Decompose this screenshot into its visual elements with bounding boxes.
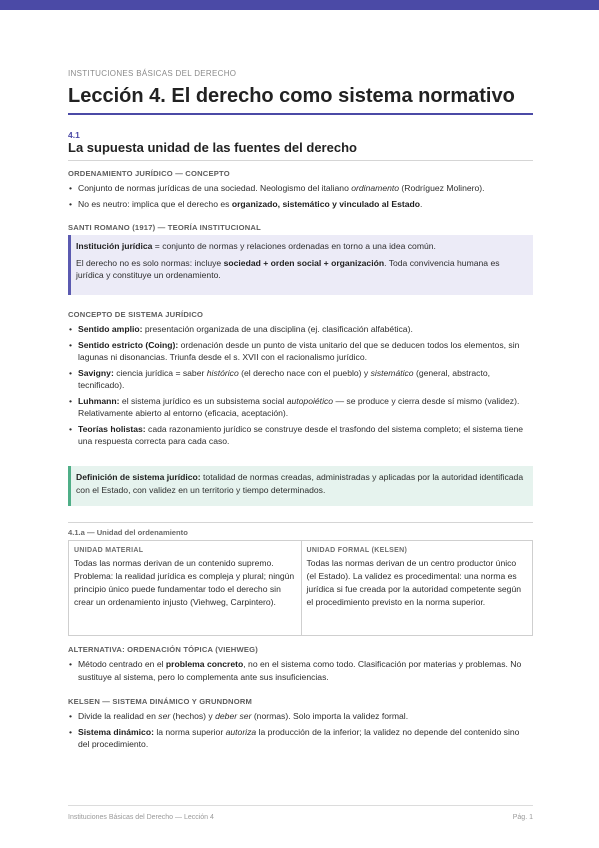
- subsection-divider: [68, 522, 533, 523]
- definicion-callout: [68, 466, 533, 506]
- page-title: Lección 4. El derecho como sistema normativo: [68, 85, 515, 107]
- list-item: • Método centrado en el problema concreto, no en el sistema como todo. Clasificación por materias y problemas. No sustituye al sistema, pero lo complementa ante sus insuficiencias.: [68, 658, 533, 683]
- concepto-label: ORDENAMIENTO JURÍDICO — CONCEPTO: [68, 169, 230, 178]
- unidad-formal-cell: [301, 541, 533, 635]
- cell-body: Todas las normas derivan de un contenido supremo. Problema: la realidad jurídica es compleja y plural; ningún principio único puede fundamentar todo el derecho sin crear un ordenamiento injusto (Viehweg, Carpintero).: [74, 558, 295, 607]
- kelsen-label: KELSEN — SISTEMA DINÁMICO Y GRUNDNORM: [68, 697, 253, 706]
- section-number: 4.1: [68, 130, 80, 140]
- santi-romano-label: SANTI ROMANO (1917) — TEORÍA INSTITUCIONAL: [68, 223, 261, 232]
- title-divider: [68, 113, 533, 115]
- footer-divider: [68, 805, 533, 806]
- list-item: • Luhmann: el sistema jurídico es un subsistema social autopoiético — se produce y cierra desde sí mismo (validez). Relativamente abierto al entorno (eficacia, aceptación).: [68, 395, 533, 420]
- section-divider: [68, 160, 533, 161]
- sistema-list: [68, 323, 533, 451]
- callout-paragraph: El derecho no es solo normas: incluye sociedad + orden social + organización. Toda convivencia humana es jurídica y constituye un ordenamiento.: [76, 257, 500, 280]
- unidad-comparison-grid: [68, 540, 533, 636]
- section-title: La supuesta unidad de las fuentes del derecho: [68, 140, 357, 155]
- list-item: • Sentido estricto (Coing): ordenación desde un punto de vista unitario del que se deducen todos los elementos, sin lagunas ni disonancias. Triunfa desde el s. XVII con el racionalismo jurídico.: [68, 339, 533, 364]
- concepto-list: [68, 182, 533, 213]
- cell-heading: UNIDAD FORMAL (KELSEN): [306, 547, 408, 554]
- list-item: • Sistema dinámico: la norma superior autoriza la producción de la inferior; la validez no depende del contenido sino del procedimiento.: [68, 726, 533, 751]
- list-item: • Conjunto de normas jurídicas de una sociedad. Neologismo del italiano ordinamento (Rodríguez Molinero).: [68, 182, 533, 195]
- unidad-material-cell: [69, 541, 301, 635]
- cell-heading: UNIDAD MATERIAL: [74, 547, 144, 554]
- page-number: Pág. 1: [512, 814, 533, 821]
- topica-label: ALTERNATIVA: ORDENACIÓN TÓPICA (VIEHWEG): [68, 645, 258, 654]
- callout-paragraph: Institución jurídica = conjunto de normas y relaciones ordenadas en torno a una idea común.: [76, 241, 436, 251]
- kelsen-list: [68, 710, 533, 754]
- course-kicker: INSTITUCIONES BÁSICAS DEL DERECHO: [68, 69, 237, 78]
- callout-paragraph: Definición de sistema jurídico: totalidad de normas creadas, administradas y aplicadas por la autoridad identificada con el Estado, con validez en un territorio y tiempo determinados.: [76, 472, 524, 495]
- list-item: • No es neutro: implica que el derecho es organizado, sistemático y vinculado al Estado.: [68, 198, 533, 211]
- sistema-label: CONCEPTO DE SISTEMA JURÍDICO: [68, 310, 204, 319]
- topica-list: [68, 658, 533, 686]
- list-item: • Divide la realidad en ser (hechos) y deber ser (normas). Solo importa la validez formal.: [68, 710, 533, 723]
- santi-romano-callout: [68, 235, 533, 295]
- list-item: • Sentido amplio: presentación organizada de una disciplina (ej. clasificación alfabética).: [68, 323, 533, 336]
- top-accent-bar: [0, 0, 599, 10]
- unidad-label: 4.1.a — Unidad del ordenamiento: [68, 528, 188, 537]
- list-item: • Teorías holistas: cada razonamiento jurídico se construye desde el trasfondo del sistema completo; el sistema tiene una respuesta correcta para cada caso.: [68, 423, 533, 448]
- footer-left: Instituciones Básicas del Derecho — Lección 4: [68, 814, 214, 821]
- list-item: • Savigny: ciencia jurídica = saber histórico (el derecho nace con el pueblo) y sistemático (general, abstracto, tecnificado).: [68, 367, 533, 392]
- cell-body: Todas las normas derivan de un centro productor único (el Estado). La validez es procedimental: una norma es jurídica si fue creada por la autoridad competente según el procedimiento previsto en la norma superior.: [306, 558, 521, 607]
